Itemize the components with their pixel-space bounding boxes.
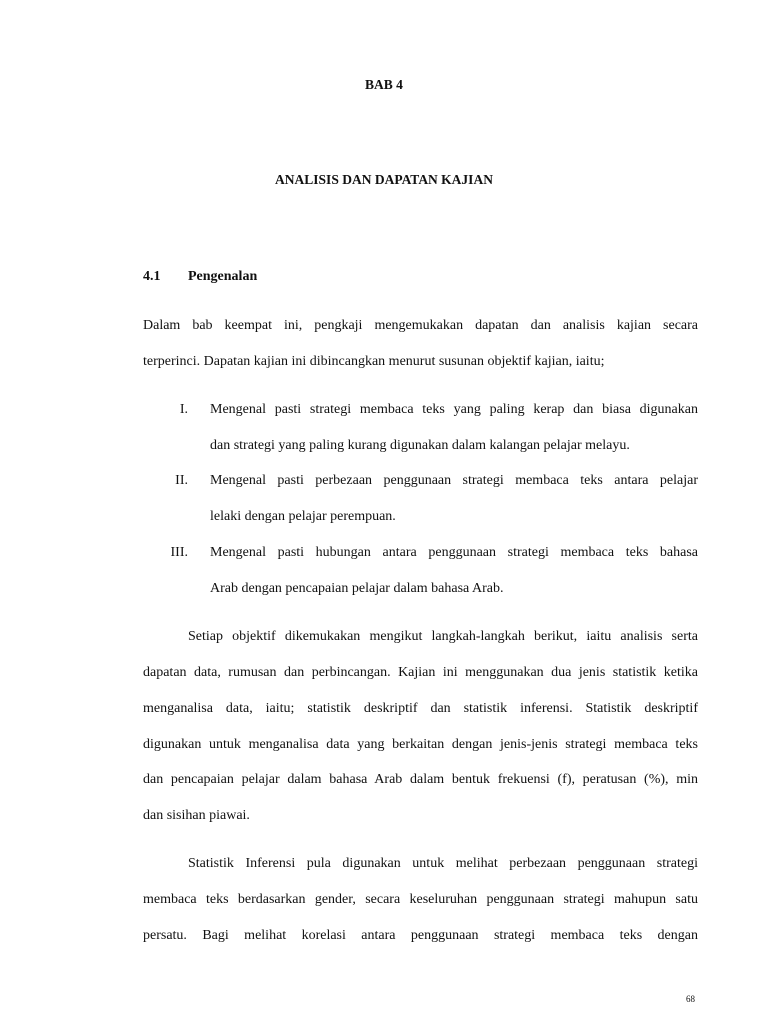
body-line: digunakan untuk menganalisa data yang berkaitan dengan jenis-jenis strategi membaca teks	[143, 737, 698, 752]
body-line: dapatan data, rumusan dan perbincangan. Kajian ini menggunakan dua jenis statistik ketika	[143, 665, 698, 680]
body-line: Setiap objektif dikemukakan mengikut langkah-langkah berikut, iaitu analisis serta	[188, 629, 698, 644]
objective-line: Arab dengan pencapaian pelajar dalam bahasa Arab.	[210, 581, 504, 596]
chapter-title: ANALISIS DAN DAPATAN KAJIAN	[275, 172, 493, 187]
objective-marker: III.	[170, 545, 188, 560]
body-line: Statistik Inferensi pula digunakan untuk melihat perbezaan penggunaan strategi	[188, 856, 698, 871]
body-line: menganalisa data, iaitu; statistik deskriptif dan statistik inferensi. Statistik deskriptif	[143, 701, 698, 716]
section-heading	[143, 269, 257, 285]
section-title: Pengenalan	[188, 269, 258, 284]
objective-line: Mengenal pasti hubungan antara penggunaan strategi membaca teks bahasa	[210, 545, 698, 560]
page-number: 68	[686, 994, 695, 1004]
body-line: dan sisihan piawai.	[143, 808, 250, 823]
body-line: dan pencapaian pelajar dalam bahasa Arab dalam bentuk frekuensi (f), peratusan (%), min	[143, 772, 698, 787]
body-line: persatu. Bagi melihat korelasi antara penggunaan strategi membaca teks dengan	[143, 928, 698, 943]
body-line: membaca teks berdasarkan gender, secara keseluruhan penggunaan strategi mahupun satu	[143, 892, 698, 907]
objective-line: Mengenal pasti strategi membaca teks yang paling kerap dan biasa digunakan	[210, 402, 698, 417]
objective-line: lelaki dengan pelajar perempuan.	[210, 509, 396, 524]
section-number: 4.1	[143, 269, 161, 284]
objective-marker: II.	[175, 473, 188, 488]
intro-line: terperinci. Dapatan kajian ini dibincangkan menurut susunan objektif kajian, iaitu;	[143, 354, 605, 369]
objective-line: dan strategi yang paling kurang digunakan dalam kalangan pelajar melayu.	[210, 438, 630, 453]
objective-line: Mengenal pasti perbezaan penggunaan strategi membaca teks antara pelajar	[210, 473, 698, 488]
chapter-heading: BAB 4	[365, 77, 403, 92]
objective-marker: I.	[179, 402, 188, 417]
intro-line: Dalam bab keempat ini, pengkaji mengemukakan dapatan dan analisis kajian secara	[143, 318, 698, 333]
